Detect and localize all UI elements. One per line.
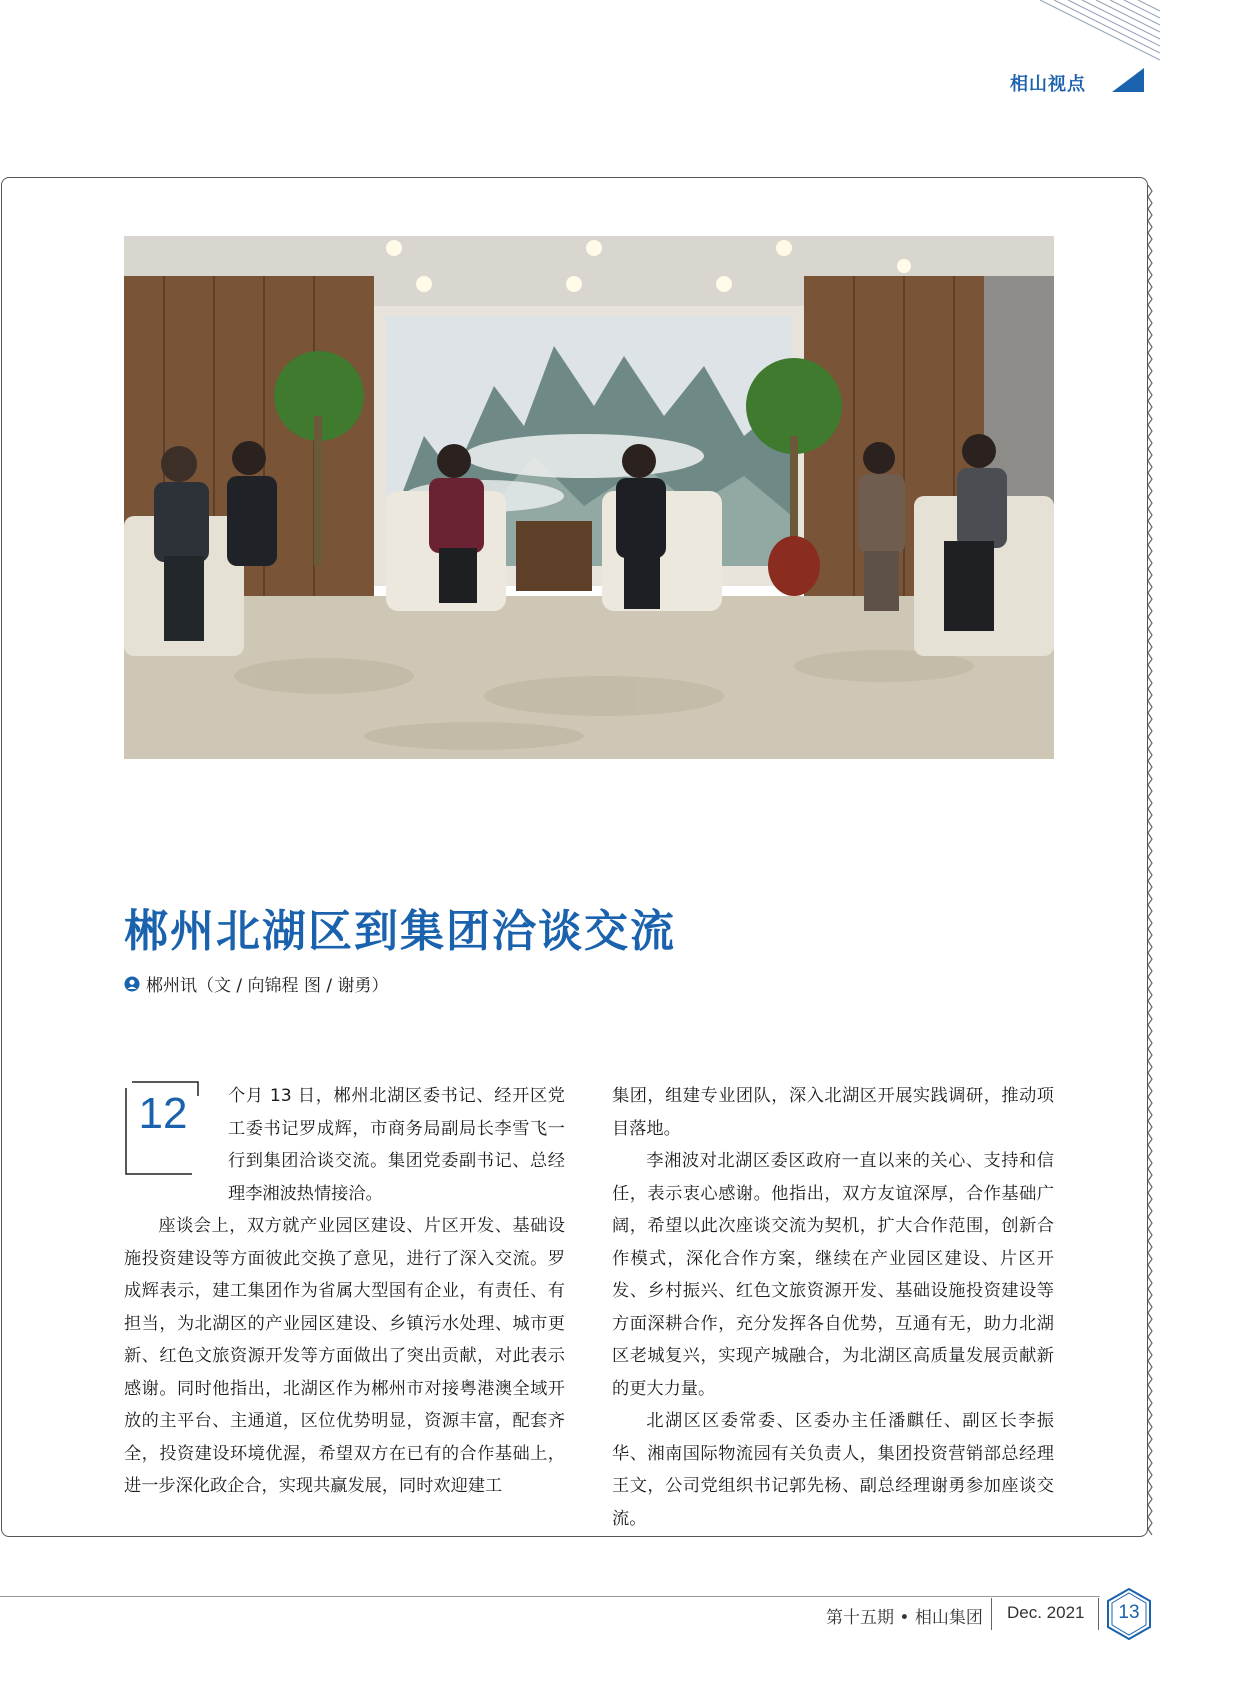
author-icon [124,976,140,992]
footer-separator [991,1598,992,1630]
meeting-photo [124,236,1054,759]
right-column [612,1080,1054,1535]
section-triangle-icon [1112,68,1144,92]
paragraph: 座谈会上，双方就产业园区建设、片区开发、基础设施投资建设等方面彼此交换了意见，进行了深入交流。罗成辉表示，建工集团作为省属大型国有企业，有责任、有担当，为北湖区的产业园区建设、乡镇污水处理、城市更新、红色文旅资源开发等方面做出了突出贡献，对此表示感谢。同时他指出，北湖区作为郴州市对接粤港澳全域开放的主平台、主通道，区位优势明显，资源丰富，配套齐全，投资建设环境优渥，希望双方在已有的合作基础上，进一步深化政企合，实现共赢发展，同时欢迎建工 [124,1216,565,1496]
paragraph: 集团，组建专业团队，深入北湖区开展实践调研，推动项目落地。 [612,1086,1054,1139]
article-title: 郴州北湖区到集团洽谈交流 [124,906,676,957]
section-label: 相山视点 [1010,74,1086,95]
footer-rule [0,1596,1100,1597]
byline [124,971,388,996]
footer-date: Dec. 2021 [1007,1603,1085,1622]
byline-text: 郴州讯（文 / 向锦程 图 / 谢勇） [146,976,389,996]
paragraph: 个月 13 日，郴州北湖区委书记、经开区党工委书记罗成辉，市商务局副局长李雪飞一行到集团洽谈交流。集团党委副书记、总经理李湘波热情接洽。 [228,1086,565,1204]
paragraph: 北湖区区委常委、区委办主任潘麒任、副区长李振华、湘南国际物流园有关负责人，集团投资营销部总经理王文，公司党组织书记郭先杨、副总经理谢勇参加座谈交流。 [612,1411,1054,1529]
footer-issue: 第十五期 • 相山集团 [826,1608,983,1628]
card-torn-edge-decoration [1148,185,1156,1535]
page-number: 13 [1118,1602,1140,1623]
dropcap [124,1080,218,1178]
paragraph: 李湘波对北湖区委区政府一直以来的关心、支持和信任，表示衷心感谢。他指出，双方友谊深厚，合作基础广阔，希望以此次座谈交流为契机，扩大合作范围，创新合作模式，深化合作方案，继续在产业园区建设、片区开发、乡村振兴、红色文旅资源开发、基础设施投资建设等方面深耕合作，充分发挥各自优势，互通有无，助力北湖区老城复兴，实现产城融合，为北湖区高质量发展贡献新的更大力量。 [612,1151,1054,1399]
dropcap-number: 12 [138,1089,188,1138]
left-column [124,1080,565,1503]
footer-separator [1098,1598,1099,1630]
